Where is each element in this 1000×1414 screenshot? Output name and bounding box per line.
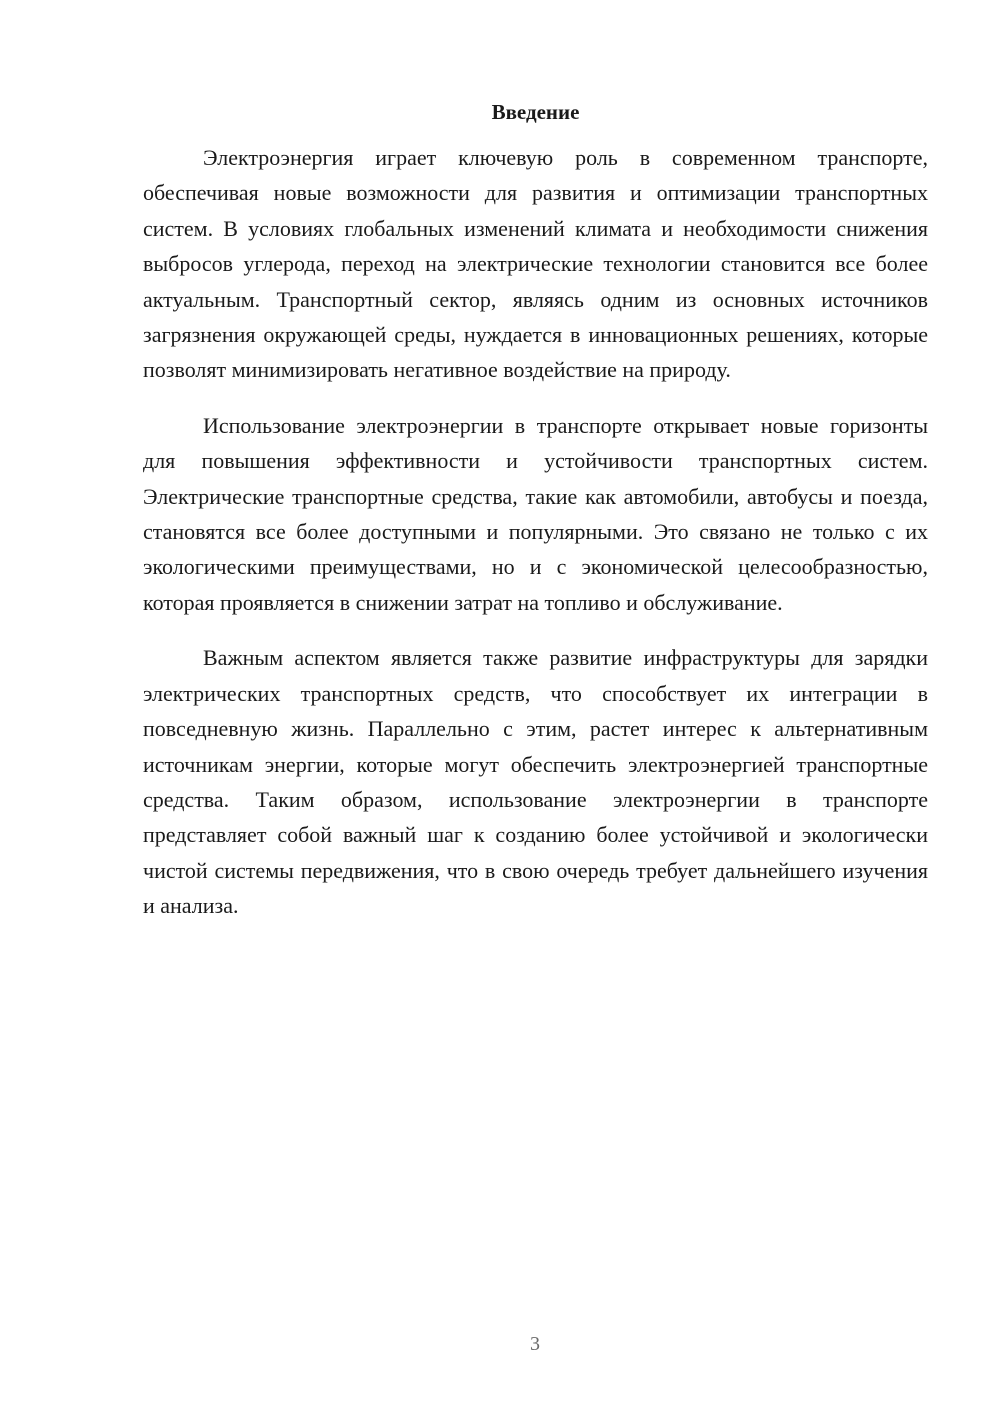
section-heading: Введение bbox=[491, 100, 580, 124]
paragraph-1: Электроэнергия играет ключевую роль в современном транспорте, обеспечивая новые возможности для развития и оптимизации транспортных систем. В условиях глобальных изменений климата и необходимости снижения выбросов углерода, переход на электрические технологии становится все более актуальным. Транспортный сектор, являясь одним из основных источников загрязнения окружающей среды, нуждается в инновационных решениях, которые позволят минимизировать негативное воздействие на природу. bbox=[143, 145, 928, 383]
paragraph-2: Использование электроэнергии в транспорте открывает новые горизонты для повышения эффективности и устойчивости транспортных систем. Электрические транспортные средства, такие как автомобили, автобусы и поезда, становятся все более доступными и популярными. Это связано не только с их экологическими преимуществами, но и с экономической целесообразностью, которая проявляется в снижении затрат на топливо и обслуживание. bbox=[143, 412, 928, 615]
paragraph-3: Важным аспектом является также развитие инфраструктуры для зарядки электрических транспортных средств, что способствует их интеграции в повседневную жизнь. Параллельно с этим, растет интерес к альтернативным источникам энергии, которые могут обеспечить электроэнергией транспортные средства. Таким образом, использование электроэнергии в транспорте представляет собой важный шаг к созданию более устойчивой и экологически чистой системы передвижения, что в свою очередь требует дальнейшего изучения и анализа. bbox=[143, 645, 928, 919]
document-body bbox=[143, 140, 928, 944]
page-number: 3 bbox=[530, 1333, 540, 1355]
